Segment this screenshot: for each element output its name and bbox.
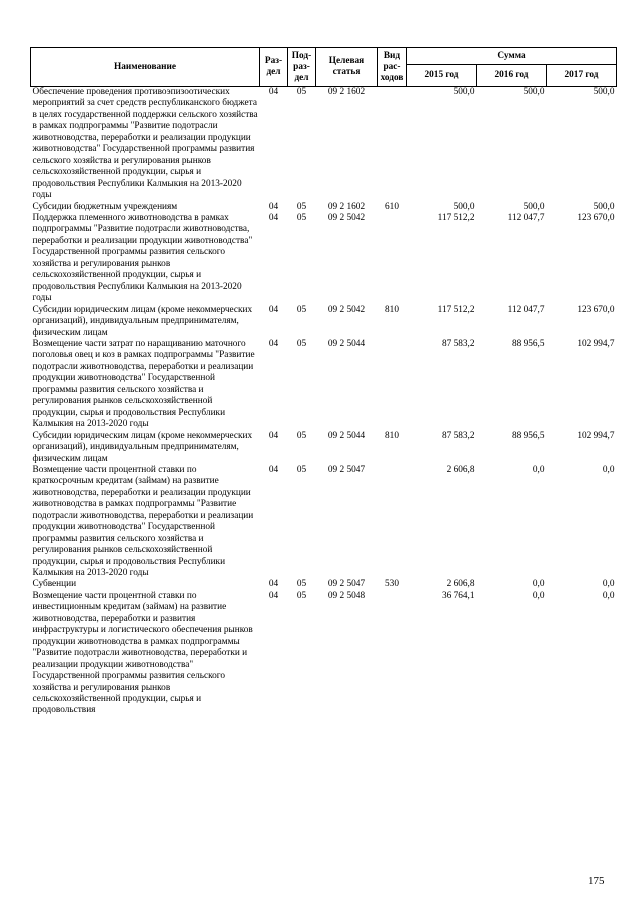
row-razdel: 04 bbox=[268, 590, 279, 601]
row-razdel: 04 bbox=[268, 579, 279, 590]
row-podrazdel: 05 bbox=[296, 201, 307, 212]
row-sum-2017: 0,0 bbox=[602, 464, 615, 475]
row-sum-2016: 0,0 bbox=[532, 590, 545, 601]
row-podrazdel: 05 bbox=[296, 212, 307, 223]
row-target-article: 09 2 5044 bbox=[327, 430, 366, 441]
row-sum-2017: 123 670,0 bbox=[577, 212, 615, 223]
header-year-2016: 2016 год bbox=[477, 65, 547, 87]
row-name: Обеспечение проведения противоэпизоотических мероприятий за счет средств республиканского бюджета в целях государственной поддержки сельского хозяйства в рамках подпрограммы "Развитие подотрасли животноводства, переработки и реализации продукции животноводства" Государственной программы развития сельского хозяйства и регулирования рынков сельскохозяйственной продукции, сырья и продовольствия Республики Калмыкия на 2013-2020 годы bbox=[32, 87, 258, 201]
table-header bbox=[31, 48, 617, 87]
table-row bbox=[31, 87, 617, 202]
row-razdel: 04 bbox=[268, 430, 279, 441]
row-sum-2015: 2 606,8 bbox=[446, 464, 475, 475]
row-name: Возмещение части процентной ставки по инвестиционным кредитам (займам) на развитие животноводства, переработки и развития инфраструктуры и логистического обеспечения рынков продукции животноводства в рамках подпрограммы "Развитие подотрасли животноводства, переработки и реализации продукции животноводства" Государственной программы развития сельского хозяйства и регулирования рынков сельскохозяйственной продукции, сырья и продовольствия bbox=[32, 590, 253, 716]
row-expense-type bbox=[378, 465, 407, 580]
row-name: Субсидии юридическим лицам (кроме некоммерческих организаций), индивидуальным предпринимателям, физическим лицам bbox=[32, 304, 253, 338]
row-name: Субвенции bbox=[32, 579, 77, 590]
row-sum-2016: 500,0 bbox=[523, 201, 545, 212]
row-sum-2016: 500,0 bbox=[523, 87, 545, 97]
row-podrazdel: 05 bbox=[296, 579, 307, 590]
row-sum-2016: 112 047,7 bbox=[507, 304, 545, 315]
header-name: Наименование bbox=[31, 48, 260, 87]
table-row bbox=[31, 431, 617, 465]
row-razdel: 04 bbox=[268, 212, 279, 223]
row-target-article: 09 2 5048 bbox=[327, 590, 366, 601]
table-row bbox=[31, 465, 617, 580]
row-name: Субсидии юридическим лицам (кроме некоммерческих организаций), индивидуальным предпринимателям, физическим лицам bbox=[32, 430, 253, 464]
row-target-article: 09 2 1602 bbox=[327, 87, 366, 97]
row-sum-2015: 36 764,1 bbox=[441, 590, 475, 601]
header-target-article: Целевая статья bbox=[316, 48, 378, 87]
row-sum-2017: 0,0 bbox=[602, 590, 615, 601]
row-razdel: 04 bbox=[268, 338, 279, 349]
table-row bbox=[31, 579, 617, 590]
row-podrazdel: 05 bbox=[296, 590, 307, 601]
table-row bbox=[31, 213, 617, 305]
table-body bbox=[31, 87, 617, 717]
row-expense-type: 610 bbox=[385, 201, 399, 212]
row-name: Поддержка племенного животноводства в рамках подпрограммы "Развитие подотрасли животноводства, переработки и реализации продукции животноводства" Государственной программы развития сельского хозяйства и регулирования рынков сельскохозяйственной продукции, сырья и продовольствия Республики Калмыкия на 2013-2020 годы bbox=[32, 212, 253, 304]
table-row bbox=[31, 305, 617, 339]
row-sum-2017: 102 994,7 bbox=[577, 430, 615, 441]
table-row bbox=[31, 202, 617, 213]
row-sum-2017: 102 994,7 bbox=[577, 338, 615, 349]
row-name: Возмещение части процентной ставки по краткосрочным кредитам (займам) на развитие животноводства, переработки и реализации продукции животноводства в рамках подпрограммы "Развитие подотрасли животноводства, переработки и реализации продукции животноводства" Государственной программы развития сельского хозяйства и регулирования рынков сельскохозяйственной продукции, сырья и продовольствия Республики Калмыкия на 2013-2020 годы bbox=[32, 464, 254, 579]
row-expense-type bbox=[378, 591, 407, 717]
row-name: Субсидии бюджетным учреждениям bbox=[32, 201, 178, 212]
table-row bbox=[31, 591, 617, 717]
row-target-article: 09 2 5042 bbox=[327, 304, 366, 315]
header-expense-type: Вид рас-ходов bbox=[378, 48, 407, 87]
row-name: Возмещение части затрат по наращиванию маточного поголовья овец и коз в рамках подпрограммы "Развитие подотрасли животноводства, переработки и реализации продукции животноводства" Государственной программы развития сельского хозяйства и регулирования рынков сельскохозяйственной продукции, сырья и продовольствия Республики Калмыкия на 2013-2020 годы bbox=[32, 338, 255, 430]
row-target-article: 09 2 5047 bbox=[327, 579, 366, 590]
row-sum-2016: 112 047,7 bbox=[507, 212, 545, 223]
row-expense-type: 810 bbox=[385, 304, 399, 315]
header-year-2017: 2017 год bbox=[547, 65, 617, 87]
header-podrazdel: Под-раз-дел bbox=[288, 48, 316, 87]
row-sum-2015: 500,0 bbox=[453, 87, 475, 97]
row-target-article: 09 2 5044 bbox=[327, 338, 366, 349]
row-podrazdel: 05 bbox=[296, 464, 307, 475]
row-sum-2016: 88 956,5 bbox=[511, 338, 545, 349]
row-sum-2015: 2 606,8 bbox=[446, 579, 475, 590]
row-target-article: 09 2 5042 bbox=[327, 212, 366, 223]
row-expense-type bbox=[378, 87, 407, 202]
budget-table bbox=[30, 47, 617, 717]
table-row bbox=[31, 339, 617, 431]
row-sum-2015: 87 583,2 bbox=[441, 430, 475, 441]
row-target-article: 09 2 5047 bbox=[327, 464, 366, 475]
row-razdel: 04 bbox=[268, 201, 279, 212]
row-sum-2017: 0,0 bbox=[602, 579, 615, 590]
header-sum: Сумма bbox=[407, 48, 617, 65]
row-podrazdel: 05 bbox=[296, 430, 307, 441]
row-podrazdel: 05 bbox=[296, 338, 307, 349]
row-razdel: 04 bbox=[268, 304, 279, 315]
header-razdel: Раз-дел bbox=[260, 48, 288, 87]
row-expense-type bbox=[378, 339, 407, 431]
row-target-article: 09 2 1602 bbox=[327, 201, 366, 212]
row-podrazdel: 05 bbox=[296, 87, 307, 97]
row-sum-2017: 500,0 bbox=[593, 201, 615, 212]
row-podrazdel: 05 bbox=[296, 304, 307, 315]
row-sum-2017: 500,0 bbox=[593, 87, 615, 97]
row-sum-2016: 0,0 bbox=[532, 579, 545, 590]
row-expense-type: 530 bbox=[385, 579, 399, 590]
row-sum-2017: 123 670,0 bbox=[577, 304, 615, 315]
row-sum-2015: 117 512,2 bbox=[437, 304, 475, 315]
row-expense-type bbox=[378, 213, 407, 305]
row-sum-2015: 500,0 bbox=[453, 201, 475, 212]
page-number: 175 bbox=[588, 875, 605, 887]
row-expense-type: 810 bbox=[385, 430, 399, 441]
row-sum-2016: 88 956,5 bbox=[511, 430, 545, 441]
row-razdel: 04 bbox=[268, 87, 279, 97]
row-sum-2015: 117 512,2 bbox=[437, 212, 475, 223]
row-sum-2016: 0,0 bbox=[532, 464, 545, 475]
header-year-2015: 2015 год bbox=[407, 65, 477, 87]
row-razdel: 04 bbox=[268, 464, 279, 475]
row-sum-2015: 87 583,2 bbox=[441, 338, 475, 349]
